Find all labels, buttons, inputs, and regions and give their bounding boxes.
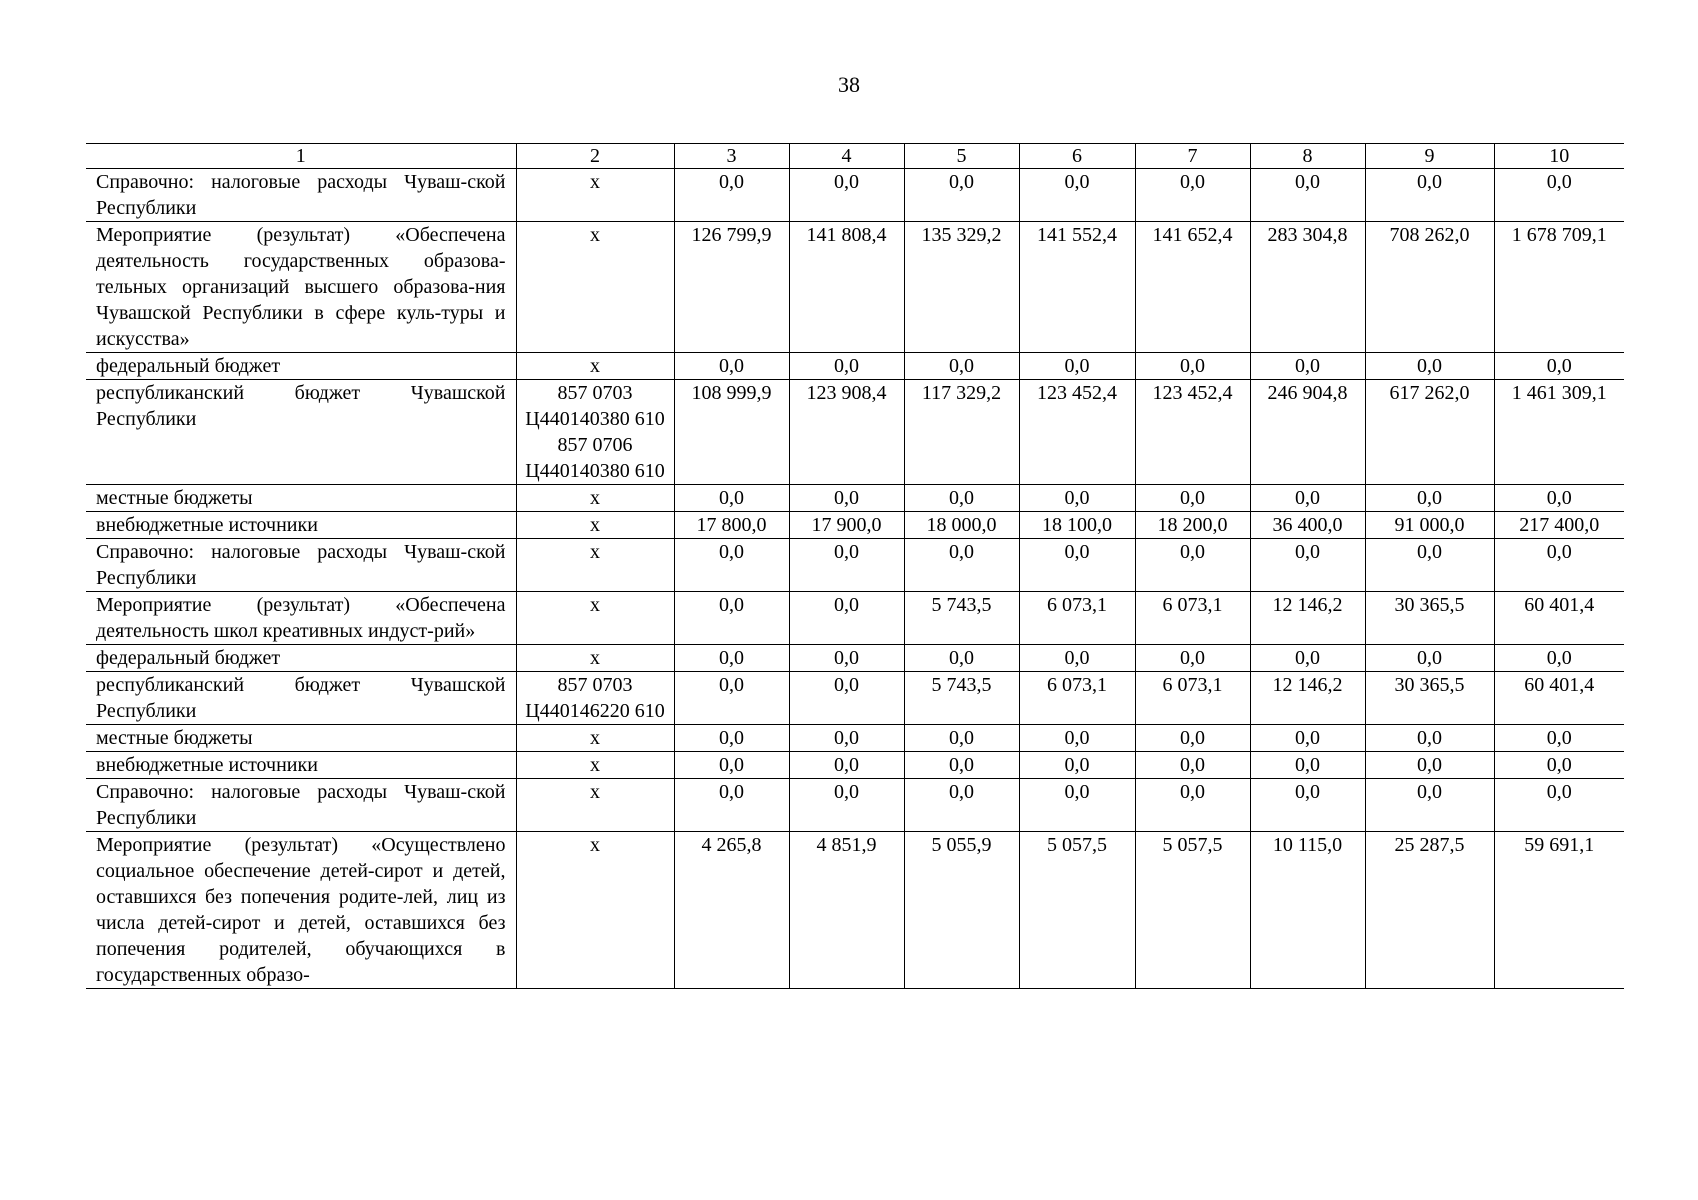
row-value-col-3: 0,0: [674, 645, 789, 672]
table-row: [86, 539, 1624, 592]
row-value-col-7: 18 200,0: [1135, 512, 1250, 539]
row-value-col-5: 5 055,9: [904, 832, 1019, 989]
row-name: местные бюджеты: [86, 725, 516, 752]
row-value-col-8: 0,0: [1250, 485, 1365, 512]
row-value-col-6: 123 452,4: [1019, 380, 1135, 485]
row-value-col-3: 0,0: [674, 539, 789, 592]
row-value-col-9: 617 262,0: [1365, 380, 1494, 485]
row-value-col-5: 0,0: [904, 725, 1019, 752]
row-value-col-10: 0,0: [1494, 485, 1624, 512]
row-value-col-7: 0,0: [1135, 752, 1250, 779]
row-value-col-7: 0,0: [1135, 645, 1250, 672]
row-value-col-6: 0,0: [1019, 779, 1135, 832]
row-code: х: [516, 779, 674, 832]
row-value-col-4: 4 851,9: [789, 832, 904, 989]
row-value-col-8: 0,0: [1250, 779, 1365, 832]
row-value-col-10: 1 461 309,1: [1494, 380, 1624, 485]
row-value-col-3: 0,0: [674, 592, 789, 645]
table-row: [86, 485, 1624, 512]
row-code: 857 0703 Ц440146220 610: [516, 672, 674, 725]
row-value-col-5: 5 743,5: [904, 672, 1019, 725]
column-number-row: [86, 144, 1624, 169]
column-number-4: 4: [789, 144, 904, 169]
row-value-col-5: 0,0: [904, 169, 1019, 222]
row-value-col-9: 0,0: [1365, 353, 1494, 380]
row-value-col-10: 60 401,4: [1494, 672, 1624, 725]
row-value-col-3: 0,0: [674, 169, 789, 222]
row-value-col-7: 6 073,1: [1135, 672, 1250, 725]
column-number-9: 9: [1365, 144, 1494, 169]
row-value-col-6: 0,0: [1019, 353, 1135, 380]
table-row: [86, 512, 1624, 539]
row-name: республиканский бюджет Чувашской Республики: [86, 380, 516, 485]
row-value-col-8: 36 400,0: [1250, 512, 1365, 539]
row-name: Справочно: налоговые расходы Чуваш-ской Республики: [86, 169, 516, 222]
table-row: [86, 645, 1624, 672]
row-value-col-9: 91 000,0: [1365, 512, 1494, 539]
row-value-col-9: 0,0: [1365, 645, 1494, 672]
row-value-col-8: 0,0: [1250, 353, 1365, 380]
row-name: федеральный бюджет: [86, 353, 516, 380]
row-value-col-4: 0,0: [789, 169, 904, 222]
row-value-col-8: 246 904,8: [1250, 380, 1365, 485]
row-value-col-7: 0,0: [1135, 725, 1250, 752]
column-number-2: 2: [516, 144, 674, 169]
row-value-col-9: 0,0: [1365, 752, 1494, 779]
column-number-1: 1: [86, 144, 516, 169]
row-value-col-5: 0,0: [904, 645, 1019, 672]
row-name: местные бюджеты: [86, 485, 516, 512]
page-number: 38: [838, 72, 860, 97]
column-number-5: 5: [904, 144, 1019, 169]
row-value-col-7: 0,0: [1135, 169, 1250, 222]
row-value-col-6: 0,0: [1019, 485, 1135, 512]
row-value-col-4: 0,0: [789, 752, 904, 779]
row-value-col-4: 0,0: [789, 485, 904, 512]
row-code: х: [516, 512, 674, 539]
row-value-col-6: 0,0: [1019, 539, 1135, 592]
column-number-7: 7: [1135, 144, 1250, 169]
row-value-col-10: 60 401,4: [1494, 592, 1624, 645]
row-value-col-9: 30 365,5: [1365, 672, 1494, 725]
row-code: х: [516, 485, 674, 512]
row-code: х: [516, 169, 674, 222]
table-row: [86, 725, 1624, 752]
row-value-col-9: 30 365,5: [1365, 592, 1494, 645]
row-value-col-10: 0,0: [1494, 169, 1624, 222]
row-value-col-6: 5 057,5: [1019, 832, 1135, 989]
column-number-8: 8: [1250, 144, 1365, 169]
row-value-col-4: 0,0: [789, 592, 904, 645]
row-value-col-7: 0,0: [1135, 539, 1250, 592]
row-code: х: [516, 592, 674, 645]
table-row: [86, 592, 1624, 645]
row-value-col-4: 0,0: [789, 672, 904, 725]
row-value-col-3: 0,0: [674, 353, 789, 380]
row-value-col-9: 0,0: [1365, 539, 1494, 592]
row-value-col-3: 17 800,0: [674, 512, 789, 539]
row-value-col-3: 108 999,9: [674, 380, 789, 485]
row-value-col-8: 10 115,0: [1250, 832, 1365, 989]
row-value-col-10: 59 691,1: [1494, 832, 1624, 989]
row-value-col-3: 0,0: [674, 725, 789, 752]
row-value-col-9: 0,0: [1365, 779, 1494, 832]
row-value-col-8: 0,0: [1250, 539, 1365, 592]
table-row: [86, 353, 1624, 380]
row-value-col-8: 0,0: [1250, 752, 1365, 779]
row-value-col-8: 283 304,8: [1250, 222, 1365, 353]
row-value-col-8: 12 146,2: [1250, 672, 1365, 725]
row-value-col-10: 0,0: [1494, 645, 1624, 672]
row-value-col-10: 0,0: [1494, 752, 1624, 779]
row-value-col-5: 0,0: [904, 779, 1019, 832]
table-row: [86, 222, 1624, 353]
row-value-col-10: 0,0: [1494, 353, 1624, 380]
row-value-col-4: 123 908,4: [789, 380, 904, 485]
row-value-col-5: 0,0: [904, 485, 1019, 512]
row-value-col-9: 708 262,0: [1365, 222, 1494, 353]
row-value-col-5: 117 329,2: [904, 380, 1019, 485]
row-value-col-8: 0,0: [1250, 725, 1365, 752]
row-name: Мероприятие (результат) «Обеспечена деятельность школ креативных индуст-рий»: [86, 592, 516, 645]
row-value-col-4: 0,0: [789, 645, 904, 672]
table-row: [86, 169, 1624, 222]
row-code: х: [516, 539, 674, 592]
row-value-col-6: 0,0: [1019, 645, 1135, 672]
row-code: х: [516, 832, 674, 989]
row-value-col-9: 0,0: [1365, 725, 1494, 752]
table-row: [86, 832, 1624, 989]
table-row: [86, 779, 1624, 832]
row-name: Мероприятие (результат) «Обеспечена деятельность государственных образова-тельных организаций высшего образова-ния Чувашской Республики в сфере куль-туры и искусства»: [86, 222, 516, 353]
row-value-col-4: 0,0: [789, 779, 904, 832]
row-value-col-4: 141 808,4: [789, 222, 904, 353]
row-name: республиканский бюджет Чувашской Республики: [86, 672, 516, 725]
row-value-col-5: 18 000,0: [904, 512, 1019, 539]
row-value-col-4: 0,0: [789, 539, 904, 592]
row-value-col-5: 0,0: [904, 752, 1019, 779]
row-value-col-5: 135 329,2: [904, 222, 1019, 353]
row-name: Справочно: налоговые расходы Чуваш-ской Республики: [86, 539, 516, 592]
row-code: х: [516, 353, 674, 380]
row-value-col-7: 5 057,5: [1135, 832, 1250, 989]
row-value-col-10: 0,0: [1494, 779, 1624, 832]
row-value-col-8: 0,0: [1250, 169, 1365, 222]
row-value-col-7: 123 452,4: [1135, 380, 1250, 485]
row-value-col-5: 0,0: [904, 539, 1019, 592]
row-code: х: [516, 725, 674, 752]
row-value-col-7: 0,0: [1135, 779, 1250, 832]
row-code: х: [516, 752, 674, 779]
row-name: внебюджетные источники: [86, 752, 516, 779]
table-row: [86, 380, 1624, 485]
row-value-col-9: 0,0: [1365, 485, 1494, 512]
row-value-col-4: 0,0: [789, 725, 904, 752]
row-value-col-10: 217 400,0: [1494, 512, 1624, 539]
row-value-col-6: 18 100,0: [1019, 512, 1135, 539]
budget-table: [86, 143, 1624, 989]
table-row: [86, 752, 1624, 779]
row-name: внебюджетные источники: [86, 512, 516, 539]
row-value-col-5: 0,0: [904, 353, 1019, 380]
row-value-col-4: 0,0: [789, 353, 904, 380]
row-value-col-3: 0,0: [674, 672, 789, 725]
row-name: федеральный бюджет: [86, 645, 516, 672]
row-value-col-3: 0,0: [674, 779, 789, 832]
row-value-col-6: 6 073,1: [1019, 672, 1135, 725]
row-value-col-3: 0,0: [674, 752, 789, 779]
row-value-col-3: 126 799,9: [674, 222, 789, 353]
row-code: 857 0703 Ц440140380 610 857 0706 Ц440140380 610: [516, 380, 674, 485]
row-value-col-8: 0,0: [1250, 645, 1365, 672]
column-number-10: 10: [1494, 144, 1624, 169]
row-value-col-7: 141 652,4: [1135, 222, 1250, 353]
table-row: [86, 672, 1624, 725]
row-value-col-7: 0,0: [1135, 353, 1250, 380]
row-value-col-9: 25 287,5: [1365, 832, 1494, 989]
row-value-col-3: 4 265,8: [674, 832, 789, 989]
row-value-col-8: 12 146,2: [1250, 592, 1365, 645]
row-value-col-3: 0,0: [674, 485, 789, 512]
row-value-col-6: 0,0: [1019, 169, 1135, 222]
column-number-6: 6: [1019, 144, 1135, 169]
row-code: х: [516, 645, 674, 672]
row-name: Мероприятие (результат) «Осуществлено социальное обеспечение детей-сирот и детей, оставшихся без попечения родите-лей, лиц из числа детей-сирот и детей, оставшихся без попечения родителей, обучающихся в государственных образо-: [86, 832, 516, 989]
row-value-col-6: 0,0: [1019, 725, 1135, 752]
row-value-col-6: 6 073,1: [1019, 592, 1135, 645]
row-value-col-4: 17 900,0: [789, 512, 904, 539]
row-value-col-10: 0,0: [1494, 725, 1624, 752]
row-value-col-6: 141 552,4: [1019, 222, 1135, 353]
row-value-col-9: 0,0: [1365, 169, 1494, 222]
row-value-col-10: 1 678 709,1: [1494, 222, 1624, 353]
row-value-col-7: 0,0: [1135, 485, 1250, 512]
column-number-3: 3: [674, 144, 789, 169]
row-code: х: [516, 222, 674, 353]
row-name: Справочно: налоговые расходы Чуваш-ской Республики: [86, 779, 516, 832]
row-value-col-10: 0,0: [1494, 539, 1624, 592]
row-value-col-6: 0,0: [1019, 752, 1135, 779]
row-value-col-7: 6 073,1: [1135, 592, 1250, 645]
row-value-col-5: 5 743,5: [904, 592, 1019, 645]
